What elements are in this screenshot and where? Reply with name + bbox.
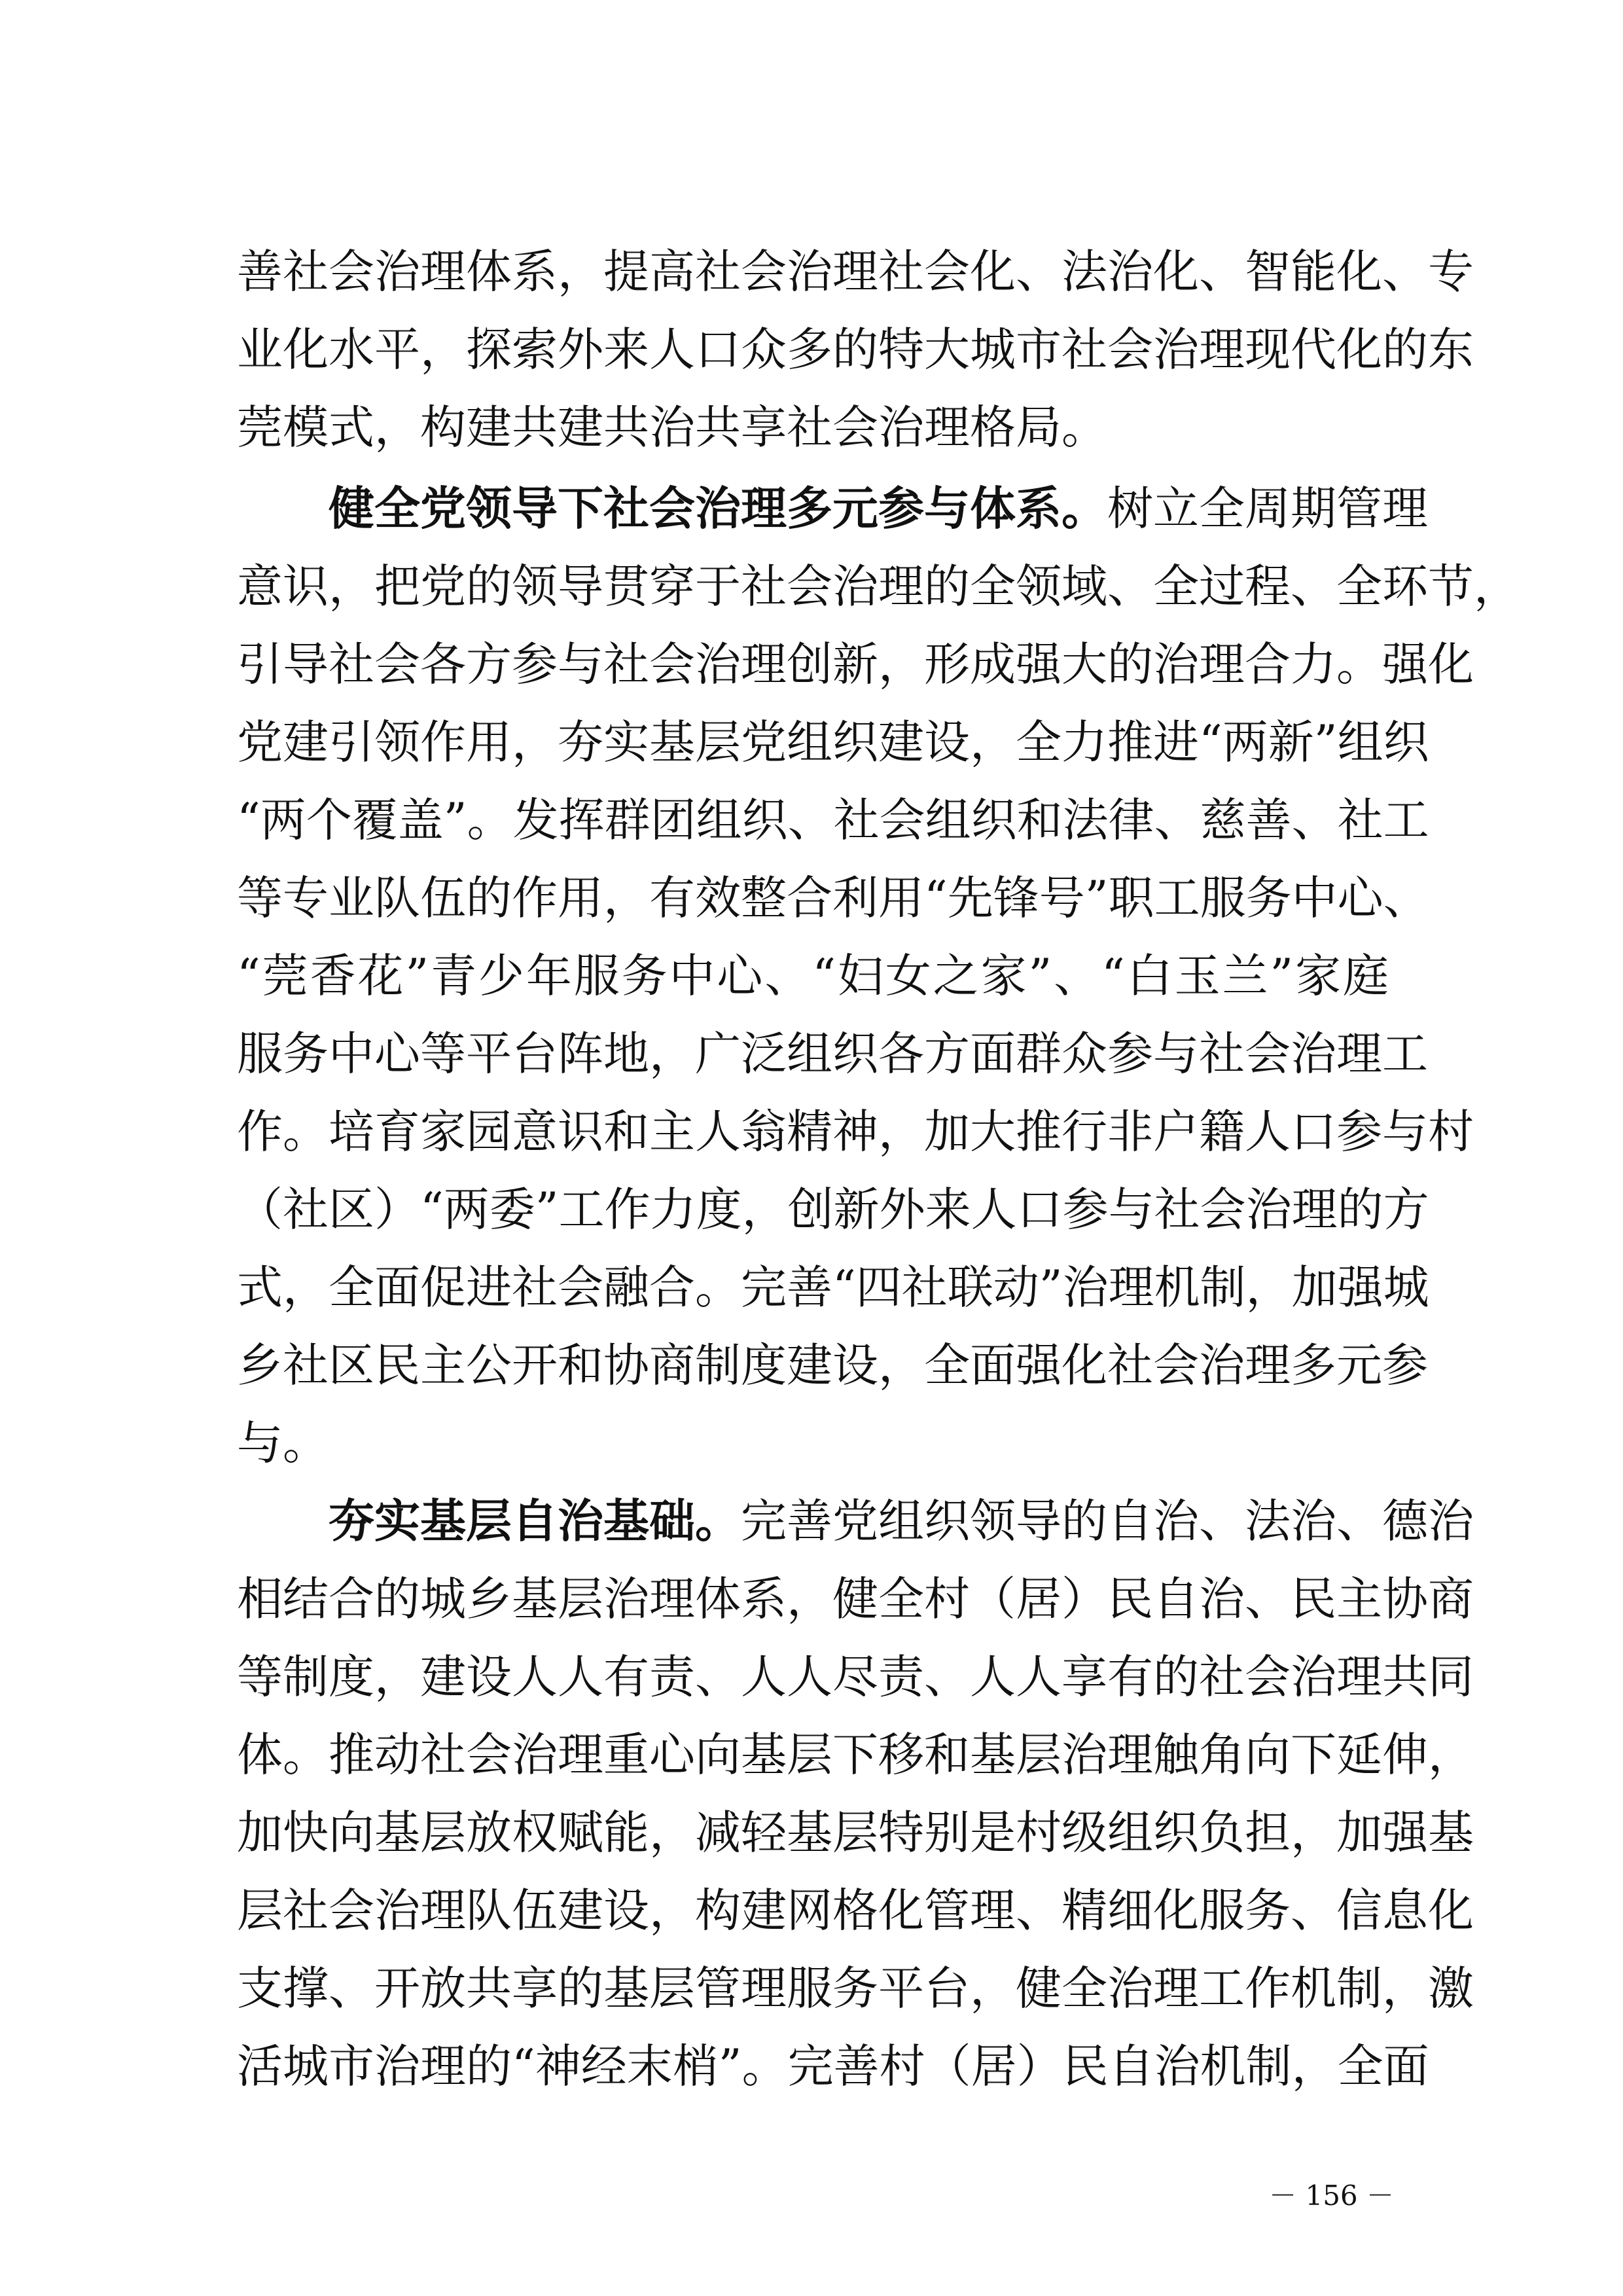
text-line — [237, 232, 1474, 311]
text-segment: 树立全周期管理 — [1107, 482, 1428, 535]
text-segment: （社区）“两委”工作力度，创新外来人口参与社会治理的方 — [237, 1183, 1429, 1236]
text-line — [237, 1482, 1474, 1560]
text-segment: “莞香花”青少年服务中心、“妇女之家”、“白玉兰”家庭 — [237, 949, 1389, 1003]
text-line — [237, 625, 1474, 704]
text-segment: 活城市治理的“神经末梢”。完善村（居）民自治机制，全面 — [237, 2039, 1429, 2093]
text-segment: 意识，把党的领导贯穿于社会治理的全领域、全过程、全环节， — [237, 560, 1520, 613]
text-line — [237, 1326, 1428, 1405]
text-line — [237, 1793, 1474, 1872]
text-segment: 等专业队伍的作用，有效整合利用“先锋号”职工服务中心、 — [237, 871, 1429, 925]
text-segment: 式，全面促进社会融合。完善“四社联动”治理机制，加强城 — [237, 1261, 1429, 1314]
text-line — [237, 310, 1474, 389]
text-line — [237, 1871, 1474, 1950]
text-segment: 与。 — [237, 1416, 329, 1470]
text-segment: 层社会治理队伍建设，构建网格化管理、精细化服务、信息化 — [237, 1884, 1474, 1937]
text-line — [237, 859, 1429, 937]
paragraph-heading: 健全党领导下社会治理多元参与体系。 — [237, 481, 1107, 535]
text-segment: 乡社区民主公开和协商制度建设，全面强化社会治理多元参 — [237, 1338, 1428, 1392]
text-line — [237, 1560, 1474, 1638]
text-segment: 善社会治理体系，提高社会治理社会化、法治化、智能化、专 — [237, 245, 1474, 298]
text-line — [237, 937, 1389, 1015]
text-segment: 莞模式，构建共建共治共享社会治理格局。 — [237, 401, 1107, 454]
paragraph-heading: 夯实基层自治基础。 — [237, 1494, 741, 1548]
text-segment: “两个覆盖”。发挥群团组织、社会组织和法律、慈善、社工 — [237, 793, 1429, 847]
text-line — [237, 1248, 1429, 1327]
text-line — [237, 388, 1389, 467]
text-segment: 党建引领作用，夯实基层党组织建设，全力推进“两新”组织 — [237, 715, 1429, 769]
text-segment: 完善党组织领导的自治、法治、德治 — [741, 1494, 1474, 1548]
text-line — [237, 1170, 1429, 1249]
text-line — [237, 1638, 1474, 1716]
text-line — [237, 2027, 1429, 2106]
text-segment: 等制度，建设人人有责、人人尽责、人人享有的社会治理共同 — [237, 1650, 1474, 1704]
text-line — [237, 547, 1520, 626]
text-line — [237, 1014, 1428, 1093]
text-segment: 作。培育家园意识和主人翁精神，加大推行非户籍人口参与村 — [237, 1105, 1474, 1158]
text-segment: 加快向基层放权赋能，减轻基层特别是村级组织负担，加强基 — [237, 1806, 1474, 1859]
text-segment: 业化水平，探索外来人口众多的特大城市社会治理现代化的东 — [237, 323, 1474, 376]
text-segment: 相结合的城乡基层治理体系，健全村（居）民自治、民主协商 — [237, 1572, 1474, 1626]
text-line — [237, 1715, 1474, 1794]
text-segment: 支撑、开放共享的基层管理服务平台，健全治理工作机制，激 — [237, 1962, 1474, 2015]
page-number: － 156 － — [1269, 2179, 1394, 2212]
text-line — [237, 703, 1429, 781]
text-segment: 服务中心等平台阵地，广泛组织各方面群众参与社会治理工 — [237, 1027, 1428, 1081]
text-line — [237, 469, 1428, 548]
text-line — [237, 781, 1429, 859]
text-line — [237, 1092, 1474, 1171]
text-line — [237, 1404, 1389, 1482]
text-segment: 引导社会各方参与社会治理创新，形成强大的治理合力。强化 — [237, 637, 1474, 691]
text-line — [237, 1949, 1474, 2028]
text-segment: 体。推动社会治理重心向基层下移和基层治理触角向下延伸， — [237, 1728, 1474, 1782]
